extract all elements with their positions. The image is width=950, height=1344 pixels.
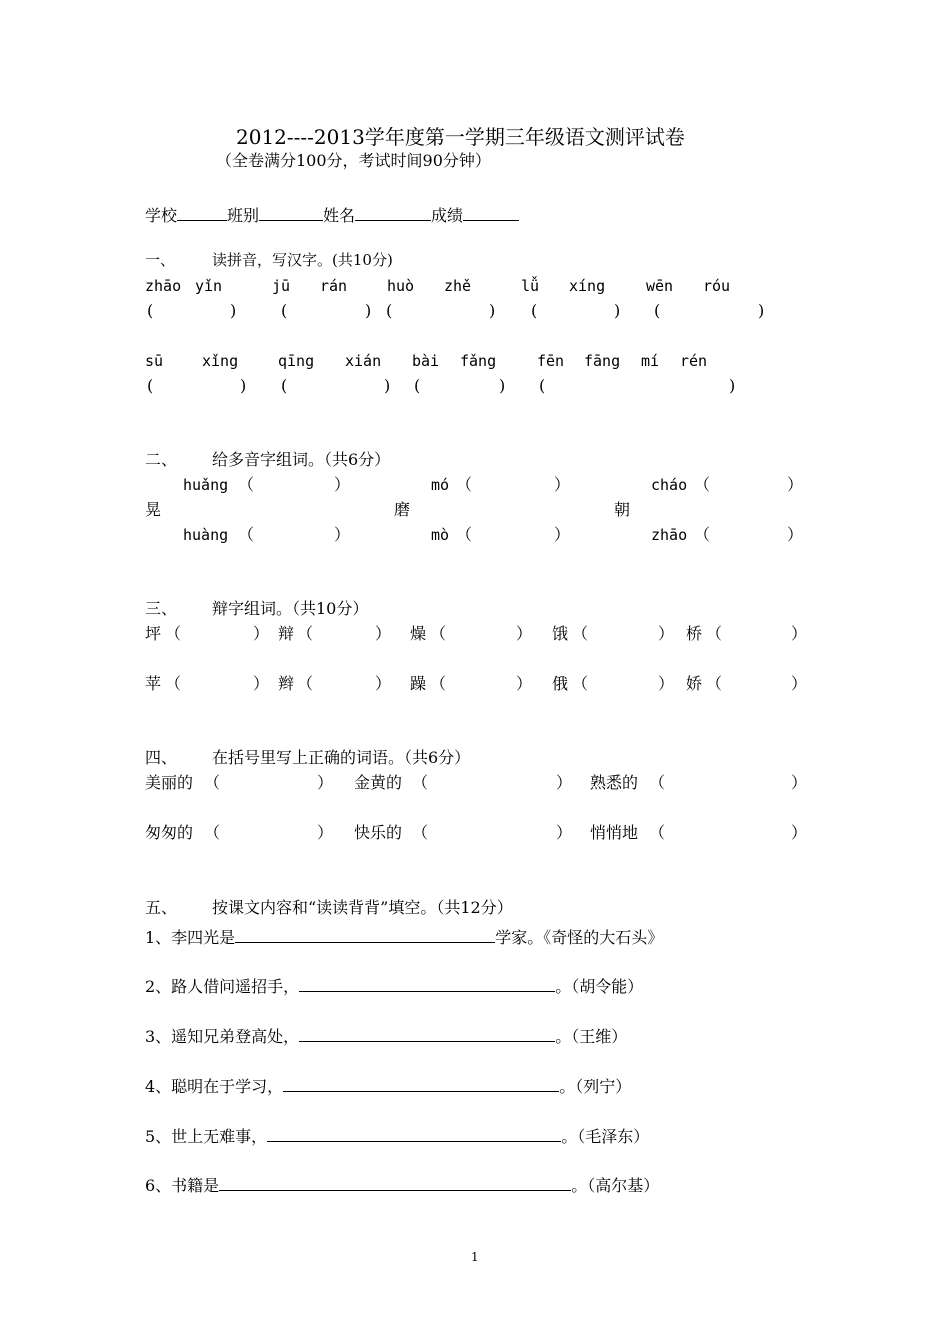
page-subtitle: （全卷满分100分，考试时间90分钟） [216, 151, 491, 170]
fill-blank[interactable] [235, 926, 495, 943]
pinyin: yǐn [195, 277, 223, 295]
paren-open: （ [694, 475, 711, 494]
q3-instruction: 辩字组词。（共10分） [212, 599, 369, 618]
char-item: 辫 [278, 674, 295, 693]
paren-open: （ [430, 674, 447, 693]
paren-open: ( [281, 376, 288, 395]
paren-open: ( [414, 376, 421, 395]
paren-close: ） [516, 674, 533, 693]
pinyin: fāng [584, 352, 621, 370]
word-item: 悄悄地 [590, 823, 639, 842]
pinyin: cháo [651, 476, 688, 494]
pinyin: xǐng [202, 352, 239, 370]
paren-open: （ [706, 674, 723, 693]
char-item: 辩 [278, 624, 295, 643]
pinyin: mò [431, 526, 450, 544]
paren-open: ( [281, 301, 288, 320]
paren-open: （ [238, 475, 255, 494]
polyphone-char: 晃 [145, 500, 162, 519]
class-blank[interactable] [259, 204, 323, 221]
pinyin: zhāo [651, 526, 688, 544]
word-item: 匆匆的 [145, 823, 194, 842]
paren-close: ） [556, 773, 573, 792]
paren-open: （ [412, 823, 429, 842]
paren-open: （ [412, 773, 429, 792]
paren-open: ( [654, 301, 661, 320]
paren-close: ） [516, 624, 533, 643]
fill-prefix: 1、李四光是 [145, 928, 236, 947]
paren-open: （ [572, 674, 589, 693]
pinyin: xíng [569, 277, 606, 295]
paren-open: ( [539, 376, 546, 395]
pinyin: bài [412, 352, 440, 370]
school-label: 学校 [145, 206, 178, 225]
fill-blank[interactable] [299, 1025, 555, 1042]
paren-close: ） [253, 674, 270, 693]
pinyin: mó [431, 476, 450, 494]
paren-close: ) [384, 376, 391, 395]
page-title: 2012----2013学年度第一学期三年级语文测评试卷 [236, 125, 685, 149]
score-label: 成绩 [431, 206, 464, 225]
fill-item [145, 1125, 649, 1145]
char-item: 燥 [410, 624, 427, 643]
char-item: 俄 [552, 674, 569, 693]
fill-prefix: 3、遥知兄弟登高处， [145, 1027, 300, 1046]
pinyin: fǎng [460, 352, 497, 370]
class-label: 班别 [227, 206, 260, 225]
paren-open: （ [649, 823, 666, 842]
fill-suffix: 。（毛泽东） [561, 1127, 650, 1146]
pinyin: lǚ [521, 277, 540, 295]
paren-open: ( [147, 376, 154, 395]
paren-close: ） [791, 624, 808, 643]
word-item: 金黄的 [354, 773, 403, 792]
fill-suffix: 。（王维） [555, 1027, 628, 1046]
pinyin: róu [703, 277, 731, 295]
pinyin: qīng [278, 352, 315, 370]
q3-heading: 三、 [145, 599, 178, 618]
paren-open: （ [297, 674, 314, 693]
q4-heading: 四、 [145, 748, 178, 767]
char-item: 娇 [686, 674, 703, 693]
paren-open: （ [572, 624, 589, 643]
paren-close: ） [556, 823, 573, 842]
pinyin: mí [641, 352, 660, 370]
paren-close: ） [791, 773, 808, 792]
paren-close: ） [791, 674, 808, 693]
paren-open: ( [386, 301, 393, 320]
pinyin: zhě [444, 277, 472, 295]
paren-close: ） [658, 624, 675, 643]
fill-suffix: 。（列宁） [559, 1077, 632, 1096]
paren-close: ） [334, 525, 351, 544]
paren-close: ） [787, 525, 804, 544]
fill-suffix: 学家。《奇怪的大石头》 [495, 928, 664, 947]
paren-open: （ [238, 525, 255, 544]
student-info-line [145, 204, 519, 224]
score-blank[interactable] [463, 204, 519, 221]
pinyin: huò [387, 277, 415, 295]
paren-close: ） [253, 624, 270, 643]
paren-close: ) [758, 301, 765, 320]
pinyin: rén [680, 352, 708, 370]
paren-close: ） [317, 823, 334, 842]
paren-close: ) [489, 301, 496, 320]
paren-open: （ [165, 624, 182, 643]
fill-blank[interactable] [219, 1174, 571, 1191]
fill-item [145, 1075, 631, 1095]
word-item: 熟悉的 [590, 773, 639, 792]
paren-close: ） [375, 624, 392, 643]
paren-close: ) [729, 376, 736, 395]
paren-open: ( [147, 301, 154, 320]
word-item: 快乐的 [354, 823, 403, 842]
fill-prefix: 4、聪明在于学习， [145, 1077, 284, 1096]
q4-instruction: 在括号里写上正确的词语。（共6分） [212, 748, 471, 767]
pinyin: wēn [646, 277, 674, 295]
pinyin: sū [145, 352, 164, 370]
paren-open: （ [649, 773, 666, 792]
fill-prefix: 2、路人借问遥招手， [145, 977, 300, 996]
char-item: 躁 [410, 674, 427, 693]
fill-prefix: 6、书籍是 [145, 1176, 220, 1195]
paren-open: （ [165, 674, 182, 693]
paren-close: ） [791, 823, 808, 842]
pinyin: huàng [183, 526, 229, 544]
paren-close: ） [334, 475, 351, 494]
paren-open: （ [456, 475, 473, 494]
q2-heading: 二、 [145, 450, 178, 469]
polyphone-char: 朝 [614, 500, 631, 519]
fill-suffix: 。（高尔基） [571, 1176, 660, 1195]
name-label: 姓名 [323, 206, 356, 225]
paren-close: ） [317, 773, 334, 792]
paren-open: ( [531, 301, 538, 320]
paren-open: （ [297, 624, 314, 643]
pinyin: zhāo [145, 277, 182, 295]
q5-instruction: 按课文内容和“读读背背”填空。（共12分） [212, 898, 513, 917]
pinyin: jū [272, 277, 291, 295]
paren-close: ） [787, 475, 804, 494]
q1-heading: 一、 [145, 251, 176, 269]
school-blank[interactable] [177, 204, 227, 221]
pinyin: xián [345, 352, 382, 370]
q2-instruction: 给多音字组词。（共6分） [212, 450, 391, 469]
paren-close: ） [554, 525, 571, 544]
char-item: 饿 [552, 624, 569, 643]
paren-close: ） [554, 475, 571, 494]
paren-open: （ [694, 525, 711, 544]
paren-close: ) [230, 301, 237, 320]
pinyin: huǎng [183, 476, 229, 494]
q5-heading: 五、 [145, 898, 178, 917]
fill-item [145, 1174, 659, 1194]
pinyin: fēn [537, 352, 565, 370]
paren-close: ) [365, 301, 372, 320]
paren-open: （ [204, 773, 221, 792]
paren-close: ) [614, 301, 621, 320]
char-item: 坪 [145, 624, 162, 643]
q1-instruction: 读拼音，写汉字。(共10分) [212, 251, 393, 269]
fill-prefix: 5、世上无难事， [145, 1127, 268, 1146]
paren-open: （ [706, 624, 723, 643]
paren-close: ） [658, 674, 675, 693]
name-blank[interactable] [355, 204, 431, 221]
fill-blank[interactable] [299, 975, 555, 992]
paren-close: ) [499, 376, 506, 395]
word-item: 美丽的 [145, 773, 194, 792]
paren-open: （ [430, 624, 447, 643]
polyphone-char: 磨 [394, 500, 411, 519]
pinyin: rán [320, 277, 348, 295]
fill-suffix: 。（胡令能） [555, 977, 644, 996]
paren-open: （ [456, 525, 473, 544]
page-number: 1 [471, 1250, 479, 1264]
fill-item [145, 975, 643, 995]
fill-blank[interactable] [283, 1075, 559, 1092]
char-item: 苹 [145, 674, 162, 693]
fill-item [145, 1025, 627, 1045]
fill-item [145, 926, 663, 946]
fill-blank[interactable] [267, 1125, 561, 1142]
char-item: 桥 [686, 624, 703, 643]
paren-close: ） [375, 674, 392, 693]
paren-close: ) [240, 376, 247, 395]
paren-open: （ [204, 823, 221, 842]
